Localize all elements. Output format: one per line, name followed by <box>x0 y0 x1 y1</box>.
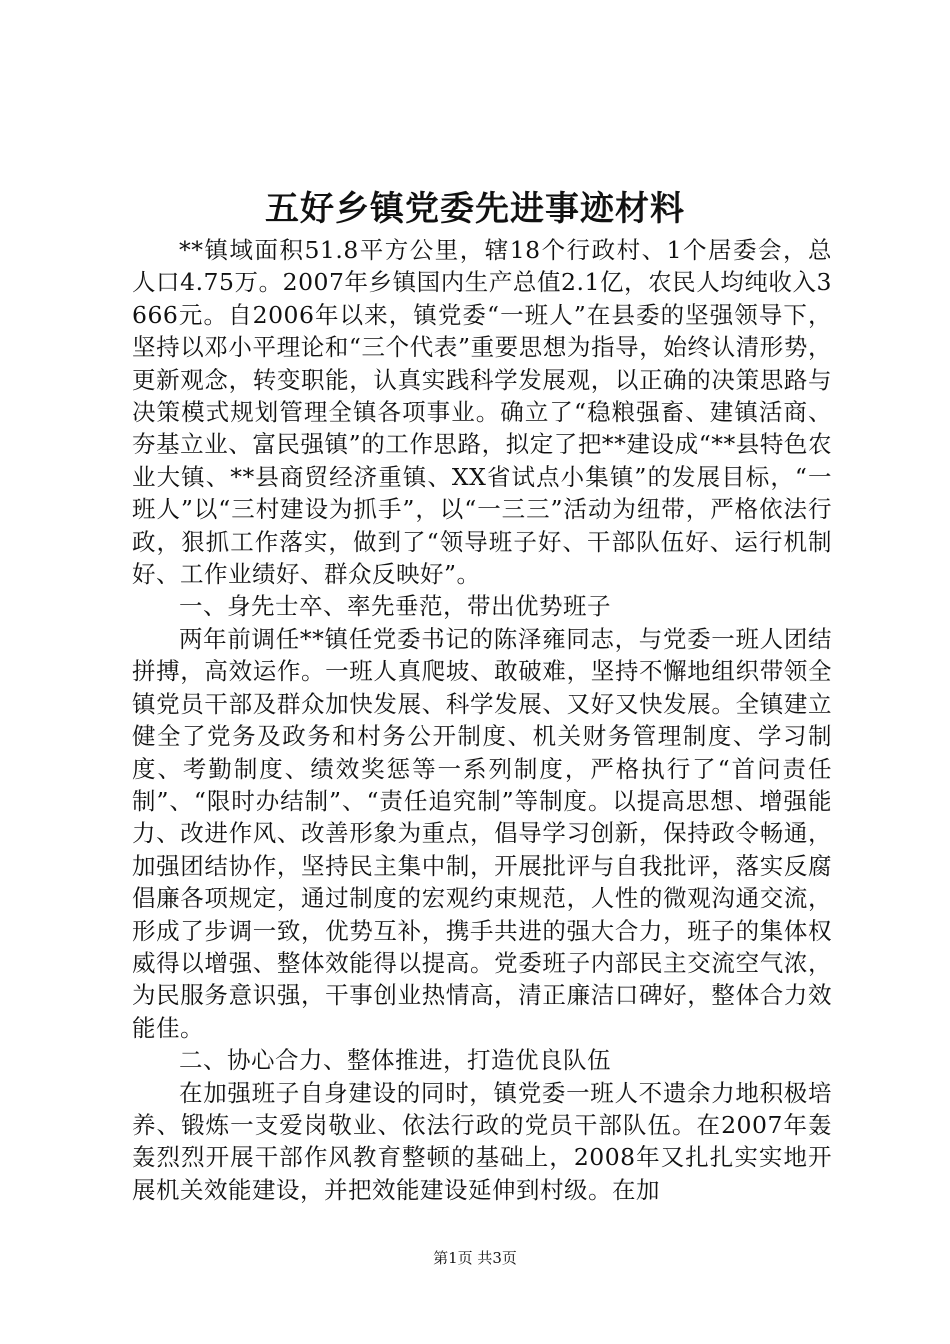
section-heading-1: 一、身先士卒、率先垂范，带出优势班子 <box>179 592 611 621</box>
section-heading-2: 二、协心合力、整体推进，打造优良队伍 <box>179 1046 611 1075</box>
page-footer: 第1页 共3页 <box>433 1249 517 1267</box>
document-title: 五好乡镇党委先进事迹材料 <box>265 189 685 229</box>
document-body <box>132 234 832 1206</box>
paragraph-section-1: 两年前调任**镇任党委书记的陈泽雍同志，与党委一班人团结拼搏，高效运作。一班人真爬坡、敢破难，坚持不懈地组织带领全镇党员干部及群众加快发展、科学发展、又好又快发展。全镇建立健全了党务及政务和村务公开制度、机关财务管理制度、学习制度、考勤制度、绩效奖惩等一系列制度，严格执行了“首问责任制”、“限时办结制”、“责任追究制”等制度。以提高思想、增强能力、改进作风、改善形象为重点，倡导学习创新，保持政令畅通，加强团结协作，坚持民主集中制，开展批评与自我批评，落实反腐倡廉各项规定，通过制度的宏观约束规范，人性的微观沟通交流，形成了步调一致，优势互补，携手共进的强大合力，班子的集体权威得以增强、整体效能得以提高。党委班子内部民主交流空气浓，为民服务意识强，干事创业热情高，清正廉洁口碑好，整体合力效能佳。 <box>132 624 832 1042</box>
paragraph-intro: **镇域面积51.8平方公里，辖18个行政村、1个居委会，总人口4.75万。2007年乡镇国内生产总值2.1亿，农民人均纯收入3666元。自2006年以来，镇党委“一班人”在县委的坚强领导下，坚持以邓小平理论和“三个代表”重要思想为指导，始终认清形势，更新观念，转变职能，认真实践科学发展观，以正确的决策思路与决策模式规划管理全镇各项事业。确立了“稳粮强畜、建镇活商、夯基立业、富民强镇”的工作思路，拟定了把**建设成“**县特色农业大镇、**县商贸经济重镇、XX省试点小集镇”的发展目标，“一班人”以“三村建设为抓手”，以“一三三”活动为纽带，严格依法行政，狠抓工作落实，做到了“领导班子好、干部队伍好、运行机制好、工作业绩好、群众反映好”。 <box>132 236 832 589</box>
paragraph-section-2: 在加强班子自身建设的同时，镇党委一班人不遗余力地积极培养、锻炼一支爱岗敬业、依法行政的党员干部队伍。在2007年轰轰烈烈开展干部作风教育整顿的基础上，2008年又扎扎实实地开展机关效能建设，并把效能建设延伸到村级。在加 <box>132 1078 832 1204</box>
